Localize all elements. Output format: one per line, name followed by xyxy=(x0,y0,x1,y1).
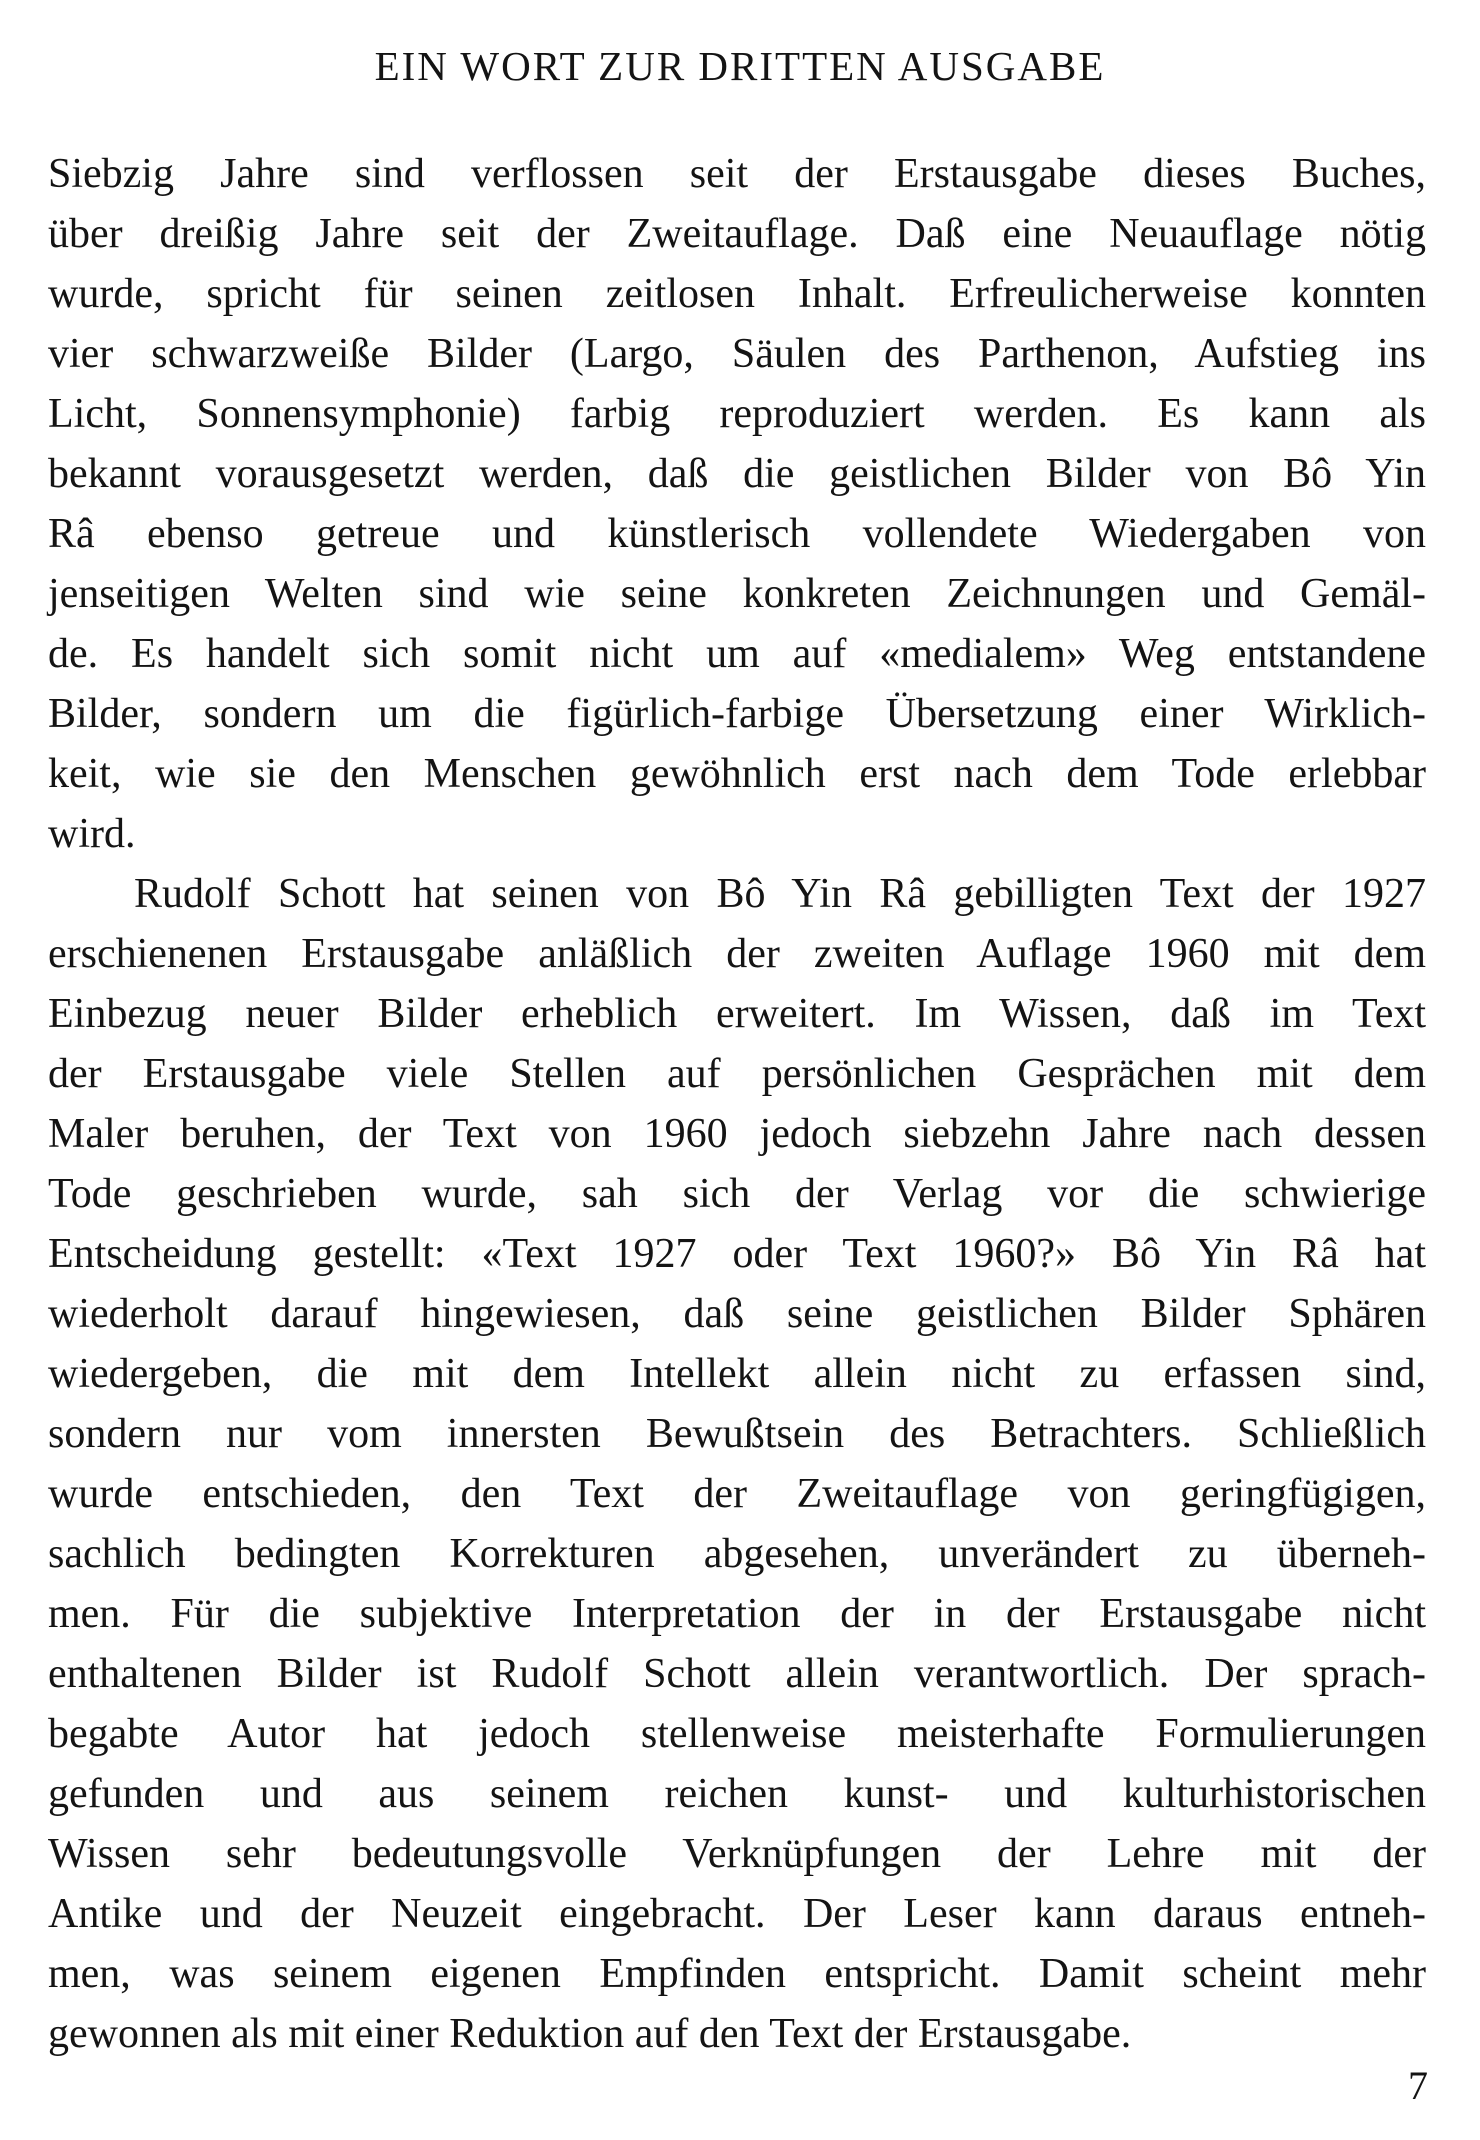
running-head: EIN WORT ZUR DRITTEN AUSGABE xyxy=(374,43,1106,89)
text-line: Tode geschrieben wurde, sah sich der Verlag vor die schwierige xyxy=(48,1171,1426,1217)
body-text xyxy=(48,144,1426,2064)
text-line: Licht, Sonnensymphonie) farbig reproduziert werden. Es kann als xyxy=(48,391,1426,437)
paragraph xyxy=(48,864,1426,2064)
text-line: keit, wie sie den Menschen gewöhnlich erst nach dem Tode erlebbar xyxy=(48,751,1426,797)
text-line: Rudolf Schott hat seinen von Bô Yin Râ gebilligten Text der 1927 xyxy=(134,871,1426,917)
text-line: enthaltenen Bilder ist Rudolf Schott allein verantwortlich. Der sprach- xyxy=(48,1651,1426,1697)
text-line: de. Es handelt sich somit nicht um auf «medialem» Weg entstandene xyxy=(48,631,1426,677)
text-line: begabte Autor hat jedoch stellenweise meisterhafte Formulierungen xyxy=(48,1711,1426,1757)
text-line: der Erstausgabe viele Stellen auf persönlichen Gesprächen mit dem xyxy=(48,1051,1426,1097)
page-number: 7 xyxy=(1408,2063,1428,2108)
text-line: men, was seinem eigenen Empfinden entspricht. Damit scheint mehr xyxy=(48,1951,1426,1997)
text-line: gefunden und aus seinem reichen kunst- und kulturhistorischen xyxy=(48,1771,1426,1817)
text-line: wurde entschieden, den Text der Zweitauflage von geringfügigen, xyxy=(48,1471,1426,1517)
text-line: erschienenen Erstausgabe anläßlich der zweiten Auflage 1960 mit dem xyxy=(48,931,1426,977)
text-line: sachlich bedingten Korrekturen abgesehen, unverändert zu überneh- xyxy=(48,1531,1426,1577)
text-line: Entscheidung gestellt: «Text 1927 oder Text 1960?» Bô Yin Râ hat xyxy=(48,1231,1426,1277)
text-line: sondern nur vom innersten Bewußtsein des Betrachters. Schließlich xyxy=(48,1411,1426,1457)
text-line: über dreißig Jahre seit der Zweitauflage. Daß eine Neuauflage nötig xyxy=(48,211,1426,257)
text-line: Bilder, sondern um die figürlich-farbige Übersetzung einer Wirklich- xyxy=(48,691,1426,737)
text-line: bekannt vorausgesetzt werden, daß die geistlichen Bilder von Bô Yin xyxy=(48,451,1426,497)
text-line: wiedergeben, die mit dem Intellekt allein nicht zu erfassen sind, xyxy=(48,1351,1426,1397)
text-line: Râ ebenso getreue und künstlerisch vollendete Wiedergaben von xyxy=(48,511,1426,557)
text-line: Siebzig Jahre sind verflossen seit der Erstausgabe dieses Buches, xyxy=(48,151,1426,197)
text-line: gewonnen als mit einer Reduktion auf den Text der Erstausgabe. xyxy=(48,2011,1132,2057)
text-line: jenseitigen Welten sind wie seine konkreten Zeichnungen und Gemäl- xyxy=(48,571,1426,617)
text-line: men. Für die subjektive Interpretation der in der Erstausgabe nicht xyxy=(48,1591,1426,1637)
text-line: Maler beruhen, der Text von 1960 jedoch siebzehn Jahre nach dessen xyxy=(48,1111,1426,1157)
text-line: wurde, spricht für seinen zeitlosen Inhalt. Erfreulicherweise konnten xyxy=(48,271,1426,317)
text-line: vier schwarzweiße Bilder (Largo, Säulen des Parthenon, Aufstieg ins xyxy=(48,331,1426,377)
text-line: wiederholt darauf hingewiesen, daß seine geistlichen Bilder Sphären xyxy=(48,1291,1426,1337)
text-line: Antike und der Neuzeit eingebracht. Der Leser kann daraus entneh- xyxy=(48,1891,1426,1937)
text-line: Einbezug neuer Bilder erheblich erweitert. Im Wissen, daß im Text xyxy=(48,991,1426,1037)
text-line: Wissen sehr bedeutungsvolle Verknüpfungen der Lehre mit der xyxy=(48,1831,1426,1877)
paragraph xyxy=(48,144,1426,864)
text-line: wird. xyxy=(48,811,136,857)
